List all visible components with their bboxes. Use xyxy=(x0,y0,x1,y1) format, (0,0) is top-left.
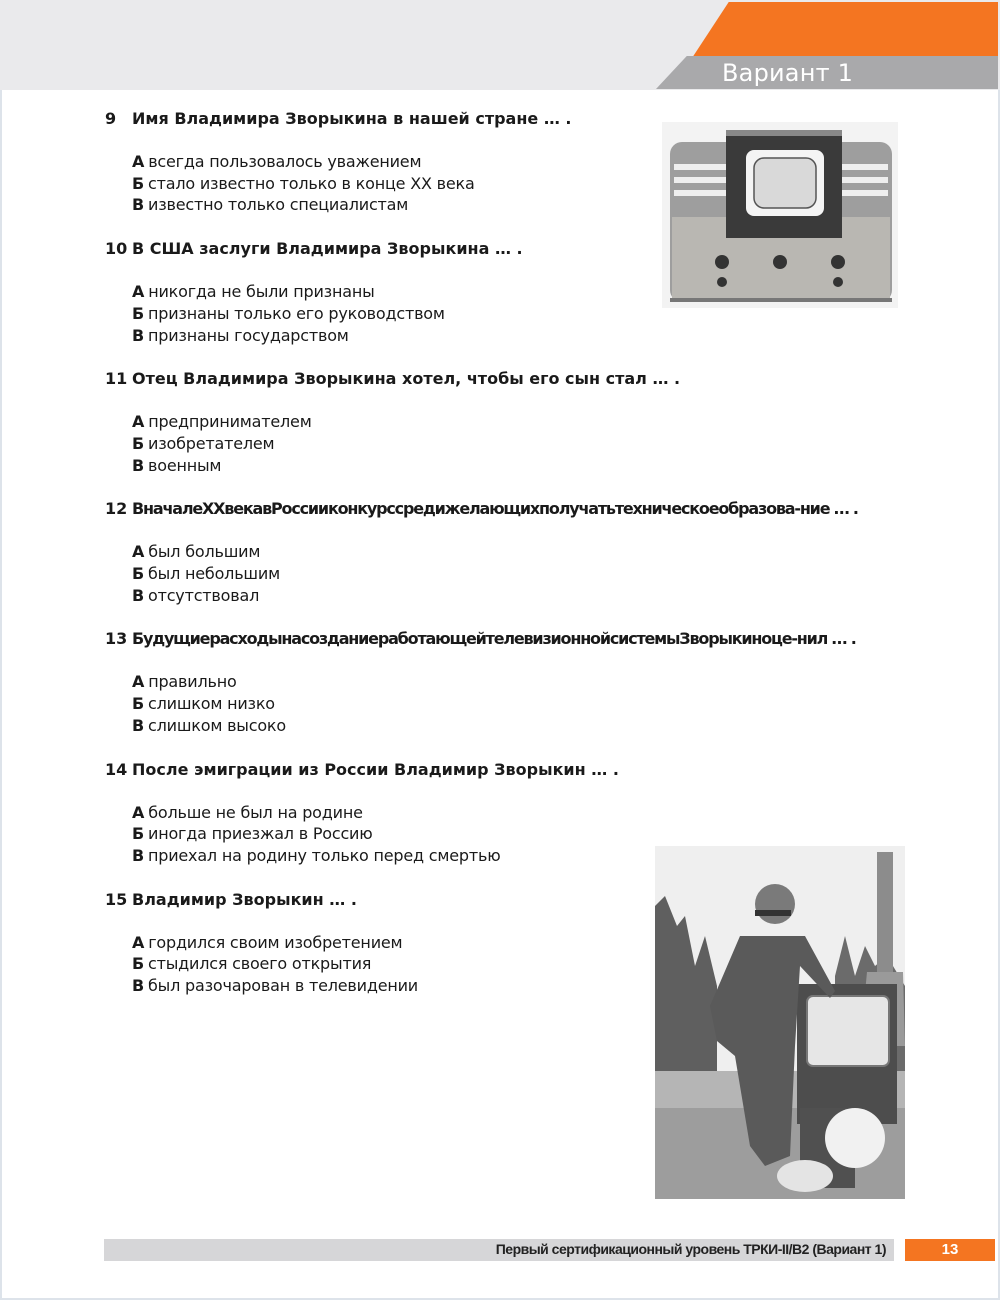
option-letter: А xyxy=(132,932,145,952)
zworykin-statue-photo xyxy=(655,846,905,1199)
option-text: правильно xyxy=(148,672,237,692)
option-text: признаны государством xyxy=(148,325,349,345)
footer-bar xyxy=(104,1239,894,1261)
option-text: был большим xyxy=(148,542,261,562)
question-heading xyxy=(105,759,925,781)
vintage-television-photo xyxy=(662,122,898,308)
option-letter: В xyxy=(132,325,144,345)
option-text: отсутствовал xyxy=(148,585,260,605)
answer-option xyxy=(132,671,925,693)
footer-title: Первый сертификационный уровень ТРКИ-II/B2 (Вариант 1) xyxy=(495,1241,886,1257)
question-heading xyxy=(105,628,925,650)
option-letter: Б xyxy=(132,694,144,714)
question-heading xyxy=(105,368,925,390)
option-text: слишком низко xyxy=(148,694,275,714)
answer-option xyxy=(132,541,925,563)
option-text: известно только специалистам xyxy=(148,195,409,215)
answer-option xyxy=(132,585,925,607)
option-letter: Б xyxy=(132,433,144,453)
option-letter: Б xyxy=(132,564,144,584)
question-number: 11 xyxy=(105,369,128,389)
answer-option xyxy=(132,325,925,347)
option-letter: А xyxy=(132,542,145,562)
option-letter: В xyxy=(132,845,144,865)
option-letter: А xyxy=(132,152,145,171)
option-letter: Б xyxy=(132,303,144,323)
page-number: 13 xyxy=(905,1239,995,1261)
question-number: 13 xyxy=(105,629,128,649)
answer-option xyxy=(132,693,925,715)
answer-option xyxy=(132,823,925,845)
option-text: никогда не были признаны xyxy=(148,282,375,302)
question-text: После эмиграции из России Владимир Зворыкин … . xyxy=(132,759,619,779)
question-13 xyxy=(105,628,925,736)
option-text: военным xyxy=(148,455,222,475)
question-text: ВначалеXXвекавРоссииконкурссредижелающихполучатьтехническоеобразова-ние … . xyxy=(132,499,858,519)
answer-options xyxy=(132,541,925,606)
answer-option xyxy=(132,802,925,824)
question-number: 15 xyxy=(105,889,128,909)
answer-option xyxy=(132,433,925,455)
answer-options xyxy=(132,411,925,476)
option-text: стыдился своего открытия xyxy=(148,954,372,974)
option-letter: А xyxy=(132,282,145,302)
option-letter: Б xyxy=(132,824,144,844)
answer-option xyxy=(132,715,925,737)
answer-option xyxy=(132,563,925,585)
question-number: 10 xyxy=(105,239,128,259)
variant-label: Вариант 1 xyxy=(722,59,854,87)
question-heading xyxy=(105,498,925,520)
question-11 xyxy=(105,368,925,476)
option-letter: В xyxy=(132,585,144,605)
option-letter: Б xyxy=(132,173,144,193)
question-number: 12 xyxy=(105,499,128,519)
question-text: Имя Владимира Зворыкина в нашей стране … . xyxy=(132,109,572,128)
question-number: 9 xyxy=(105,109,117,128)
question-12 xyxy=(105,498,925,606)
option-text: изобретателем xyxy=(148,433,275,453)
answer-option xyxy=(132,455,925,477)
question-text: БудущиерасходынасозданиеработающейтелевизионнойсистемыЗворыкиноце-нил … . xyxy=(132,629,856,649)
answer-options xyxy=(132,671,925,736)
question-text: Владимир Зворыкин … . xyxy=(132,889,357,909)
option-letter: А xyxy=(132,672,145,692)
option-letter: В xyxy=(132,195,144,215)
question-text: В США заслуги Владимира Зворыкина … . xyxy=(132,239,523,259)
option-letter: В xyxy=(132,715,144,735)
option-text: больше не был на родине xyxy=(148,802,363,822)
option-text: стало известно только в конце XX века xyxy=(148,173,475,193)
header-orange-accent xyxy=(692,2,998,58)
option-letter: А xyxy=(132,412,145,432)
question-number: 14 xyxy=(105,759,128,779)
option-text: иногда приезжал в Россию xyxy=(148,824,373,844)
option-text: признаны только его руководством xyxy=(148,303,445,323)
option-letter: В xyxy=(132,455,144,475)
option-letter: В xyxy=(132,976,144,996)
option-text: предпринимателем xyxy=(148,412,312,432)
option-text: всегда пользовалось уважением xyxy=(148,152,422,171)
question-text: Отец Владимира Зворыкина хотел, чтобы его сын стал … . xyxy=(132,369,681,389)
option-text: слишком высоко xyxy=(148,715,286,735)
option-letter: А xyxy=(132,802,145,822)
option-text: был разочарован в телевидении xyxy=(148,976,418,996)
option-letter: Б xyxy=(132,954,144,974)
option-text: был небольшим xyxy=(148,564,280,584)
option-text: приехал на родину только перед смертью xyxy=(148,845,501,865)
option-text: гордился своим изобретением xyxy=(148,932,403,952)
answer-option xyxy=(132,411,925,433)
